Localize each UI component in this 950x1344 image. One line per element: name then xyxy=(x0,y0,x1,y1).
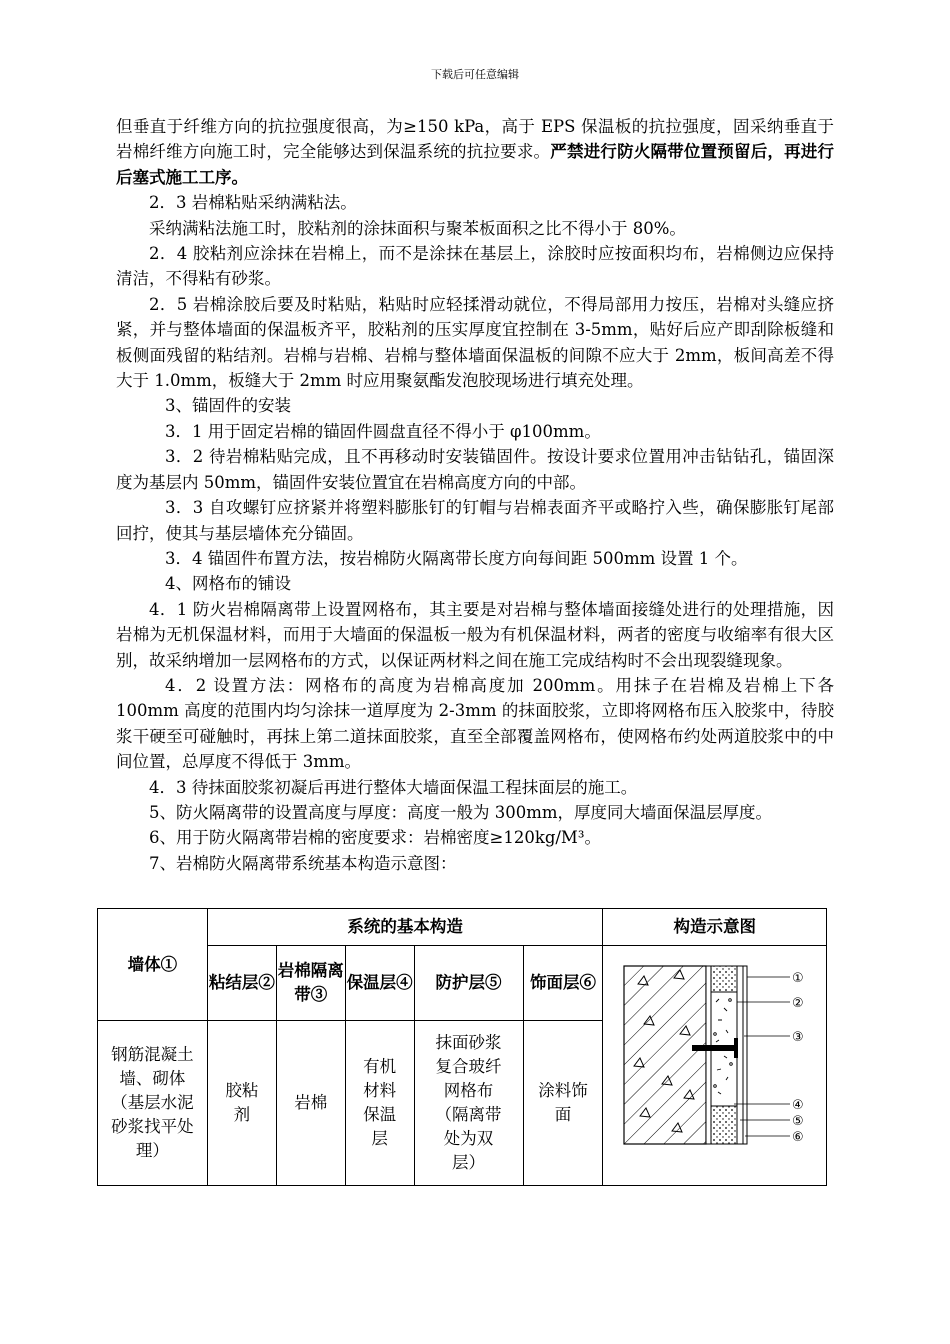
header-protection-layer: 防护层⑤ xyxy=(414,946,523,1021)
cell-protection: 抹面砂浆复合玻纤网格布（隔离带处为双层） xyxy=(414,1021,523,1186)
paragraph: 7、岩棉防火隔离带系统基本构造示意图： xyxy=(149,853,457,873)
adhesive-layer xyxy=(706,966,711,1144)
label-1: ① xyxy=(792,971,804,986)
paragraph: 4．3 待抹面胶浆初凝后再进行整体大墙面保温工程抹面层的施工。 xyxy=(149,777,638,797)
section-heading: 4、网格布的铺设 xyxy=(165,574,291,594)
paragraph: 3．4 锚固件布置方法，按岩棉防火隔离带长度方向每间距 500mm 设置 1 个。 xyxy=(165,548,748,568)
cell-wall: 钢筋混凝土墙、砌体（基层水泥砂浆找平处理） xyxy=(98,1021,208,1186)
label-2: ② xyxy=(792,996,804,1011)
paragraph: 6、用于防火隔离带岩棉的密度要求：岩棉密度≥120kg/M³。 xyxy=(149,828,601,848)
header-diagram: 构造示意图 xyxy=(603,909,827,946)
header-adhesive-layer: 粘结层② xyxy=(207,946,276,1021)
paragraph: 2．3 岩棉粘贴采纳满粘法。 xyxy=(149,193,357,213)
paragraph xyxy=(116,114,834,190)
header-finish-layer: 饰面层⑥ xyxy=(523,946,603,1021)
label-6: ⑥ xyxy=(792,1130,804,1145)
paragraph: 3．2 待岩棉粘贴完成，且不再移动时安装锚固件。按设计要求位置用冲击钻钻孔，锚固深度为基层内 50mm，锚固件安装位置宜在岩棉高度方向的中部。 xyxy=(116,447,834,492)
cell-adhesive: 胶粘剂 xyxy=(207,1021,276,1186)
header-rockwool-band: 岩棉隔离带③ xyxy=(276,946,345,1021)
insulation-layer-top xyxy=(711,966,737,992)
label-3: ③ xyxy=(792,1030,804,1045)
paragraph: 4．1 防火岩棉隔离带上设置网格布，其主要是对岩棉与整体墙面接缝处进行的处理措施，因岩棉为无机保温材料，而用于大墙面的保温板一般为有机保温材料，两者的密度与收缩率有很大区别，故采纳增加一层网格布的方式，以保证两材料之间在施工完成结构时不会出现裂缝现象。 xyxy=(116,599,834,670)
page-header: 下载后可任意编辑 xyxy=(431,68,519,81)
paragraph: 2．4 胶粘剂应涂抹在岩棉上，而不是涂抹在基层上，涂胶时应按面积均布，岩棉侧边应保持清洁，不得粘有砂浆。 xyxy=(116,244,834,289)
paragraph-text: 但垂直于纤维方向的抗拉强度很高，为≥150 kPa，高于 EPS 保温板的抗拉强度，固采纳垂直于岩棉纤维方向施工时，完全能够达到保温系统的抗拉要求。 xyxy=(116,117,834,162)
insulation-layer-bottom xyxy=(711,1106,737,1144)
construction-diagram xyxy=(604,946,826,1185)
document-body xyxy=(116,114,834,876)
anchor-disc xyxy=(734,1038,738,1058)
bold-warning: 严禁进行防火隔带位置预留后，再进行后塞式施工工序。 xyxy=(116,142,835,187)
anchor-shaft xyxy=(692,1045,737,1051)
header-basic-structure: 系统的基本构造 xyxy=(207,909,603,946)
finish-layer xyxy=(743,966,747,1144)
cell-finish: 涂料饰面 xyxy=(523,1021,603,1186)
paragraph: 5、防火隔离带的设置高度与厚度：高度一般为 300mm，厚度同大墙面保温层厚度。 xyxy=(149,802,773,822)
section-heading: 3、锚固件的安装 xyxy=(165,396,291,416)
cell-rockwool: 岩棉 xyxy=(276,1021,345,1186)
paragraph: 3．1 用于固定岩棉的锚固件圆盘直径不得小于 φ100mm。 xyxy=(165,421,601,441)
paragraph: 4．2 设置方法：网格布的高度为岩棉高度加 200mm。用抹子在岩棉及岩棉上下各 100mm 高度的范围内均匀涂抹一道厚度为 2-3mm 的抹面胶浆，立即将网格布压入胶浆中，待胶浆干硬至可碰触时，再抹上第二道抹面胶浆，直至全部覆盖网格布，使网格布约处两道胶浆中的中间位置，总厚度不得低于 3mm。 xyxy=(116,675,834,772)
paragraph: 3．3 自攻螺钉应挤紧并将塑料膨胀钉的钉帽与岩棉表面齐平或略拧入些，确保膨胀钉尾部回拧，使其与基层墙体充分锚固。 xyxy=(116,498,834,543)
header-insulation-layer: 保温层④ xyxy=(345,946,414,1021)
header-wall: 墙体① xyxy=(98,909,208,1021)
label-5: ⑤ xyxy=(792,1114,804,1129)
wall-layer xyxy=(624,966,706,1144)
label-4: ④ xyxy=(792,1098,804,1113)
cell-insulation: 有机材料保温层 xyxy=(345,1021,414,1186)
paragraph: 2．5 岩棉涂胶后要及时粘贴，粘贴时应轻揉滑动就位，不得局部用力按压，岩棉对头缝应挤紧，并与整体墙面的保温板齐平，胶粘剂的压实厚度宜控制在 3-5mm，贴好后应产即刮除板缝和板侧面残留的粘结剂。岩棉与岩棉、岩棉与整体墙面保温板的间隙不应大于 2mm，板间高差不得大于 1.0mm，板缝大于 2mm 时应用聚氨酯发泡胶现场进行填充处理。 xyxy=(116,294,834,391)
paragraph: 采纳满粘法施工时，胶粘剂的涂抹面积与聚苯板面积之比不得小于 80%。 xyxy=(149,218,686,238)
